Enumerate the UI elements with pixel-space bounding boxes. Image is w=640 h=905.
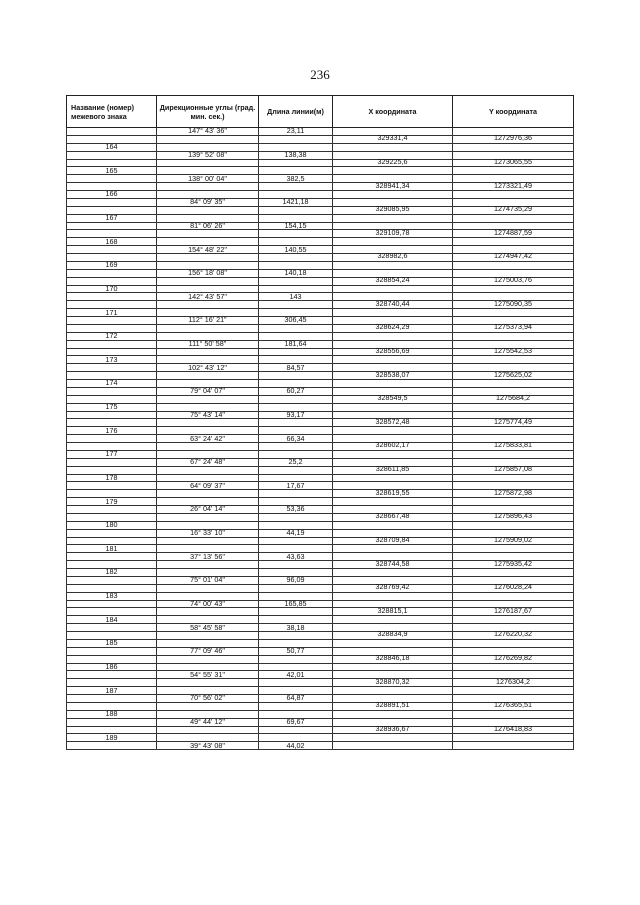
table-row [67, 702, 574, 710]
x-coordinate: 328891,51 [375, 700, 410, 710]
segment-length: 96,09 [286, 575, 305, 585]
table-row [67, 332, 574, 340]
segment-angle: 58° 45' 58" [190, 622, 225, 632]
table-row [67, 734, 574, 742]
segment-angle: 39° 43' 08" [190, 740, 225, 750]
x-coordinate: 328624,29 [375, 322, 410, 332]
table-row [67, 380, 574, 388]
segment-length: 42,01 [286, 669, 305, 679]
y-coordinate: 1275003,76 [494, 275, 532, 285]
point-name: 174 [105, 378, 118, 388]
y-coordinate: 1275896,43 [494, 511, 532, 521]
table-row [67, 537, 574, 545]
point-name: 178 [105, 472, 118, 482]
table-row [67, 183, 574, 191]
y-coordinate: 1273321,49 [494, 180, 532, 190]
segment-angle: 54° 55' 31" [190, 669, 225, 679]
x-coordinate: 328572,48 [375, 416, 410, 426]
segment-length: 64,87 [286, 693, 305, 703]
segment-angle: 142° 43' 57" [188, 291, 227, 301]
y-coordinate: 1274947,42 [494, 251, 532, 261]
table-row [67, 261, 574, 269]
table-row [67, 726, 574, 734]
x-coordinate: 328667,48 [375, 511, 410, 521]
y-coordinate: 1276028,24 [494, 582, 532, 592]
x-coordinate: 329331,4 [377, 133, 408, 143]
y-coordinate: 1276220,32 [494, 629, 532, 639]
point-name: 171 [105, 307, 118, 317]
point-name: 185 [105, 638, 118, 648]
table-row [67, 655, 574, 663]
coordinates-table [66, 95, 574, 750]
table-row [67, 742, 574, 750]
segment-angle: 49° 44' 12" [190, 717, 225, 727]
segment-angle: 156° 18' 08" [188, 268, 227, 278]
table-row [67, 569, 574, 577]
table-row [67, 663, 574, 671]
table-row [67, 687, 574, 695]
point-name: 181 [105, 543, 118, 553]
table-row [67, 419, 574, 427]
table-row [67, 474, 574, 482]
table-row [67, 348, 574, 356]
segment-angle: 64° 09' 37" [190, 480, 225, 490]
x-coordinate: 328611,85 [375, 464, 410, 474]
segment-length: 17,67 [286, 480, 305, 490]
y-coordinate: 1275909,02 [494, 534, 532, 544]
segment-angle: 75° 43' 14" [190, 409, 225, 419]
x-coordinate: 329225,6 [377, 156, 408, 166]
header-x-coordinate: X координата [333, 96, 453, 128]
segment-length: 38,18 [286, 622, 305, 632]
table-row [67, 285, 574, 293]
point-name: 188 [105, 709, 118, 719]
segment-length: 165,85 [284, 598, 307, 608]
y-coordinate: 1274735,29 [494, 204, 532, 214]
y-coordinate: 1276187,67 [494, 605, 532, 615]
point-name: 177 [105, 449, 118, 459]
table-row [67, 238, 574, 246]
table-row [67, 490, 574, 498]
table-row [67, 230, 574, 238]
table-row [67, 191, 574, 199]
table-row [67, 592, 574, 600]
table-row [67, 167, 574, 175]
point-name: 180 [105, 520, 118, 530]
segment-length: 66,34 [286, 433, 305, 443]
x-coordinate: 328834,9 [377, 629, 408, 639]
segment-length: 53,36 [286, 504, 305, 514]
segment-length: 44,02 [286, 740, 305, 750]
point-name: 183 [105, 591, 118, 601]
x-coordinate: 329109,78 [375, 227, 410, 237]
x-coordinate: 328744,58 [375, 558, 410, 568]
segment-length: 140,55 [284, 244, 307, 254]
y-coordinate: 1275542,53 [494, 345, 532, 355]
x-coordinate: 328549,5 [377, 393, 408, 403]
point-name: 169 [105, 260, 118, 270]
x-coordinate: 328769,42 [375, 582, 410, 592]
segment-length: 23,11 [259, 128, 333, 136]
segment-angle: 74° 00' 43" [190, 598, 225, 608]
segment-angle: 16° 33' 10" [190, 528, 225, 538]
table-row [67, 395, 574, 403]
segment-length: 143 [289, 291, 302, 301]
y-coordinate: 1276304,2 [496, 676, 530, 686]
table-row [67, 616, 574, 624]
segment-length: 69,67 [286, 717, 305, 727]
table-row [67, 254, 574, 262]
x-coordinate: 328846,18 [375, 653, 410, 663]
segment-length: 93,17 [286, 409, 305, 419]
point-name: 175 [105, 402, 118, 412]
y-coordinate: 1275857,08 [494, 464, 532, 474]
table-row [67, 277, 574, 285]
segment-length: 84,57 [286, 362, 305, 372]
x-coordinate: 328815,1 [377, 605, 408, 615]
x-coordinate: 328982,6 [377, 251, 408, 261]
header-point-name: Название (номер) межевого знака [67, 96, 157, 128]
segment-angle: 79° 04' 07" [190, 386, 225, 396]
table-row [67, 608, 574, 616]
segment-length: 50,77 [286, 646, 305, 656]
x-coordinate: 328556,69 [375, 345, 410, 355]
table-row [67, 545, 574, 553]
segment-angle: 138° 00' 04" [188, 173, 227, 183]
table-row [67, 632, 574, 640]
y-coordinate: 1275625,02 [494, 369, 532, 379]
segment-length: 382,5 [286, 173, 305, 183]
point-name: 184 [105, 614, 118, 624]
segment-length: 140,18 [284, 268, 307, 278]
page-number: 236 [310, 67, 330, 82]
y-coordinate: 1273065,55 [494, 156, 532, 166]
x-coordinate: 328870,32 [375, 676, 410, 686]
point-name: 164 [105, 142, 118, 152]
segment-length: 44,19 [286, 528, 305, 538]
y-coordinate: 1275935,42 [494, 558, 532, 568]
segment-angle: 75° 01' 04" [190, 575, 225, 585]
table-row [67, 521, 574, 529]
point-name: 179 [105, 496, 118, 506]
table-row [67, 403, 574, 411]
table-row [67, 372, 574, 380]
segment-angle: 111° 50' 58" [188, 339, 227, 349]
segment-length: 181,64 [284, 339, 307, 349]
y-coordinate: 1275833,81 [494, 440, 532, 450]
y-coordinate: 1275872,98 [494, 487, 532, 497]
table-row [67, 584, 574, 592]
table-row [67, 309, 574, 317]
table-row [67, 206, 574, 214]
point-name: 170 [105, 283, 118, 293]
x-coordinate: 328602,17 [375, 440, 410, 450]
segment-angle: 70° 56' 02" [190, 693, 225, 703]
segment-angle: 84° 09' 35" [190, 197, 225, 207]
x-coordinate: 328936,67 [375, 723, 410, 733]
x-coordinate: 328619,55 [375, 487, 410, 497]
point-name: 176 [105, 425, 118, 435]
x-coordinate: 328854,24 [375, 275, 410, 285]
point-name: 168 [105, 236, 118, 246]
table-body [67, 128, 574, 750]
table-row [67, 214, 574, 222]
y-coordinate: 1275373,94 [494, 322, 532, 332]
x-coordinate: 328740,44 [375, 298, 410, 308]
point-name: 167 [105, 213, 118, 223]
x-coordinate: 329085,95 [375, 204, 410, 214]
segment-length: 60,27 [286, 386, 305, 396]
segment-angle: 81° 06' 26" [190, 220, 225, 230]
table-row [67, 498, 574, 506]
segment-length: 43,63 [286, 551, 305, 561]
point-name: 172 [105, 331, 118, 341]
segment-angle: 102° 43' 12" [188, 362, 227, 372]
point-name: 166 [105, 189, 118, 199]
table-row [67, 513, 574, 521]
x-coordinate: 328709,84 [375, 534, 410, 544]
y-coordinate: 1275090,35 [494, 298, 532, 308]
segment-angle: 112° 16' 21" [188, 315, 227, 325]
segment-length: 25,2 [288, 457, 303, 467]
segment-angle: 26° 04' 14" [190, 504, 225, 514]
table-row [67, 710, 574, 718]
y-coordinate: 1272976,36 [494, 133, 532, 143]
table-row [67, 450, 574, 458]
segment-angle: 63° 24' 42" [190, 433, 225, 443]
point-name: 165 [105, 165, 118, 175]
y-coordinate: 1274887,59 [494, 227, 532, 237]
header-y-coordinate: Y координата [453, 96, 574, 128]
table-row [67, 427, 574, 435]
point-name: 186 [105, 661, 118, 671]
segment-angle: 147° 43' 36" [157, 128, 259, 136]
table-row [67, 443, 574, 451]
segment-length: 1421,18 [282, 197, 309, 207]
point-name: 182 [105, 567, 118, 577]
segment-angle: 154° 48' 22" [188, 244, 227, 254]
point-name: 173 [105, 354, 118, 364]
point-name: 187 [105, 685, 118, 695]
table-row [67, 639, 574, 647]
y-coordinate: 1275684,2 [496, 393, 530, 403]
segment-angle: 139° 52' 08" [188, 150, 227, 160]
table-row [67, 135, 574, 143]
table-row [67, 679, 574, 687]
header-direction-angle: Дирекционные углы (град. мин. сек.) [157, 96, 259, 128]
segment-angle: 67° 24' 48" [190, 457, 225, 467]
header-line-length: Длина линии(м) [259, 96, 333, 128]
x-coordinate: 328538,07 [375, 369, 410, 379]
table-row [67, 143, 574, 151]
segment-angle: 77° 09' 46" [190, 646, 225, 656]
table-row [67, 561, 574, 569]
y-coordinate: 1276418,83 [494, 723, 532, 733]
table-row [67, 466, 574, 474]
segment-length: 306,45 [284, 315, 307, 325]
y-coordinate: 1276269,82 [494, 653, 532, 663]
table-header-row [67, 96, 574, 128]
point-name: 189 [105, 732, 118, 742]
table-row [67, 301, 574, 309]
table-row [67, 324, 574, 332]
y-coordinate: 1276365,51 [494, 700, 532, 710]
segment-length: 138,38 [284, 150, 307, 160]
table-row [67, 159, 574, 167]
segment-length: 154,15 [284, 220, 307, 230]
y-coordinate: 1275774,49 [494, 416, 532, 426]
table-row [67, 356, 574, 364]
x-coordinate: 328941,34 [375, 180, 410, 190]
segment-angle: 37° 13' 56" [190, 551, 225, 561]
